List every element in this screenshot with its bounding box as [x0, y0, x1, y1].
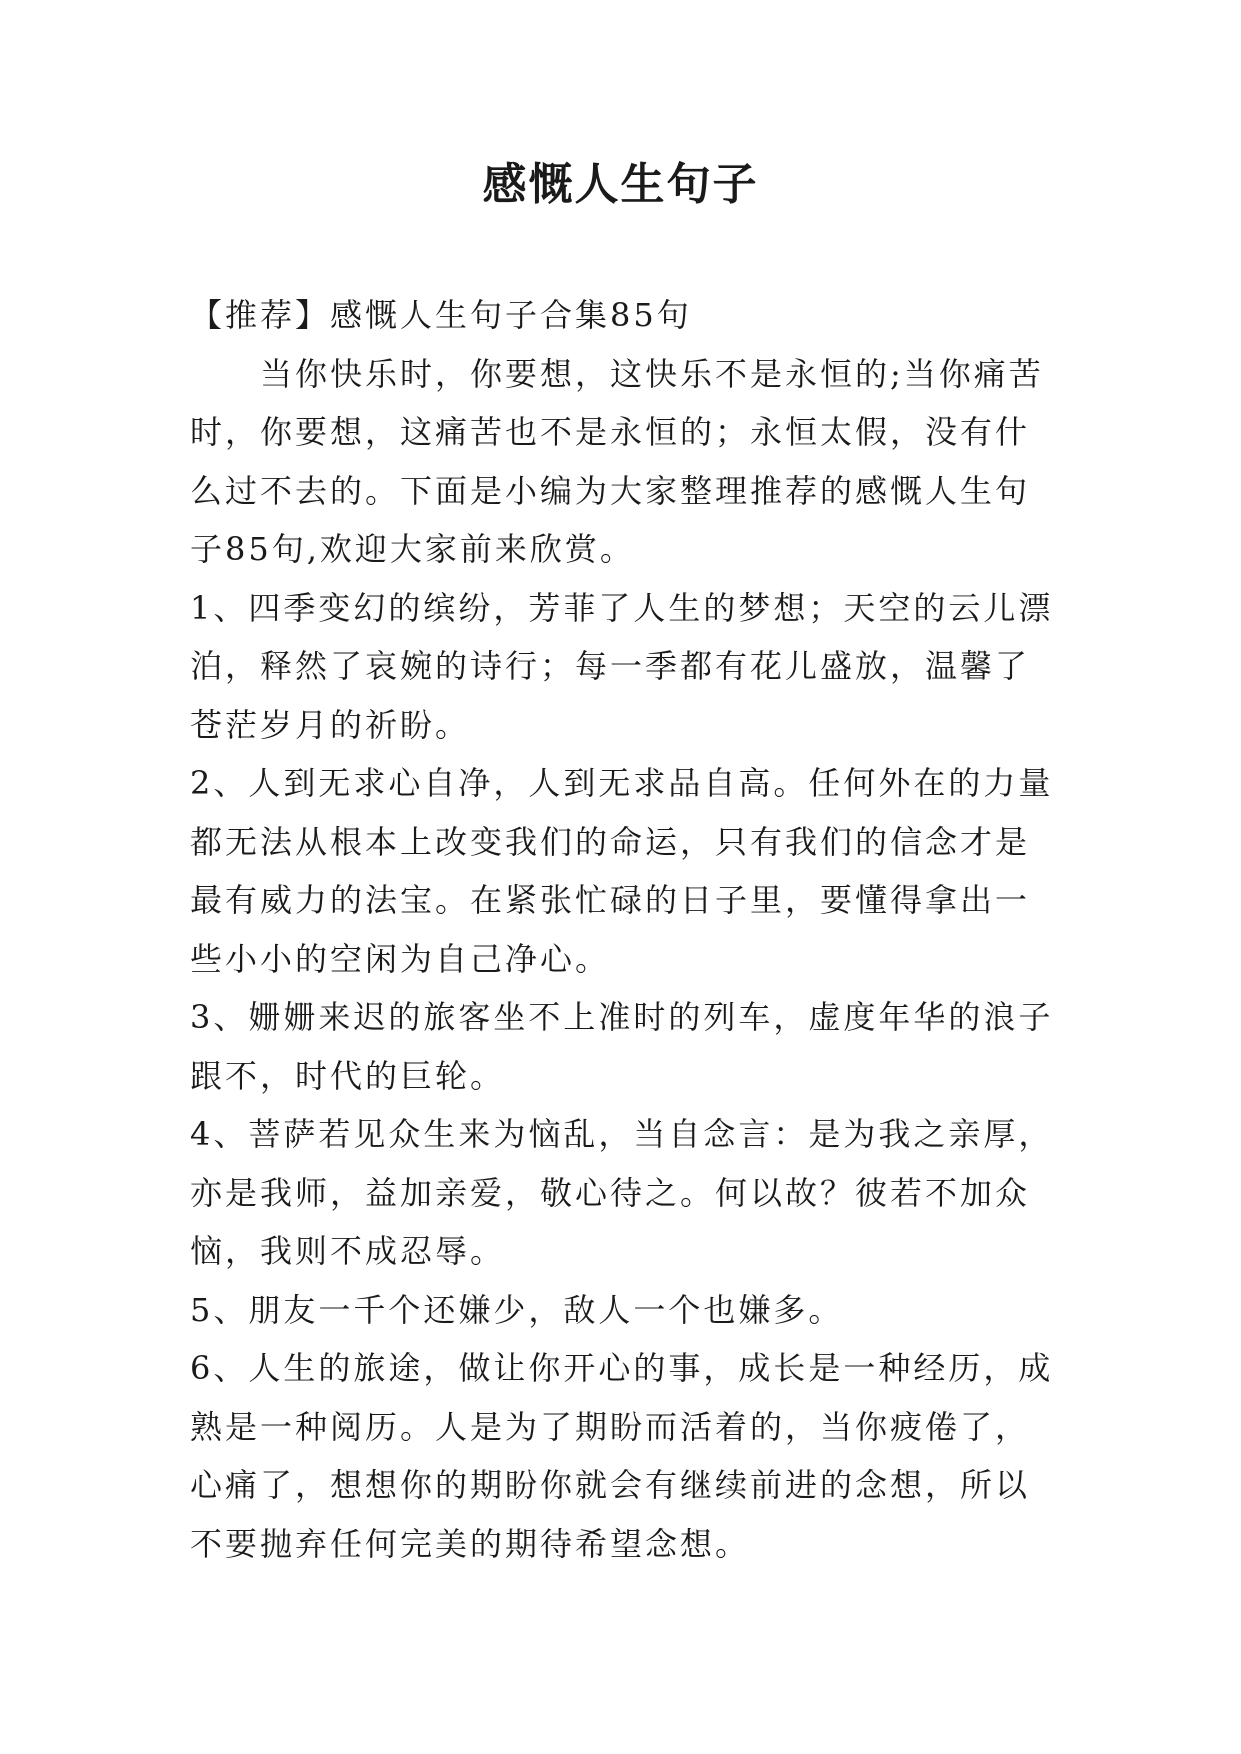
- intro-paragraph: 当你快乐时，你要想，这快乐不是永恒的;当你痛苦时，你要想，这痛苦也不是永恒的；永恒太假，没有什么过不去的。下面是小编为大家整理推荐的感慨人生句子85句,欢迎大家前来欣赏。: [190, 354, 1044, 568]
- list-item: 5、朋友一千个还嫌少，敌人一个也嫌多。: [190, 1290, 844, 1329]
- list-item: 2、人到无求心自净，人到无求品自高。任何外在的力量都无法从根本上改变我们的命运，只有我们的信念才是最有威力的法宝。在紧张忙碌的日子里，要懂得拿出一些小小的空闲为自己净心。: [190, 764, 1054, 978]
- document-body: [190, 286, 1060, 1573]
- list-item: 1、四季变幻的缤纷，芳菲了人生的梦想；天空的云儿漂泊，释然了哀婉的诗行；每一季都有花儿盛放，温馨了苍茫岁月的祈盼。: [190, 588, 1054, 744]
- list-item: 6、人生的旅途，做让你开心的事，成长是一种经历，成熟是一种阅历。人是为了期盼而活着的，当你疲倦了，心痛了，想想你的期盼你就会有继续前进的念想，所以不要抛弃任何完美的期待希望念想。: [190, 1349, 1054, 1563]
- document-heading: 【推荐】感慨人生句子合集85句: [190, 296, 692, 334]
- list-item: 3、姗姗来迟的旅客坐不上准时的列车，虚度年华的浪子跟不，时代的巨轮。: [190, 998, 1054, 1095]
- list-item: 4、菩萨若见众生来为恼乱，当自念言：是为我之亲厚，亦是我师，益加亲爱，敬心待之。何以故？彼若不加众恼，我则不成忍辱。: [190, 1115, 1054, 1270]
- document-title: 感慨人生句子: [482, 159, 759, 210]
